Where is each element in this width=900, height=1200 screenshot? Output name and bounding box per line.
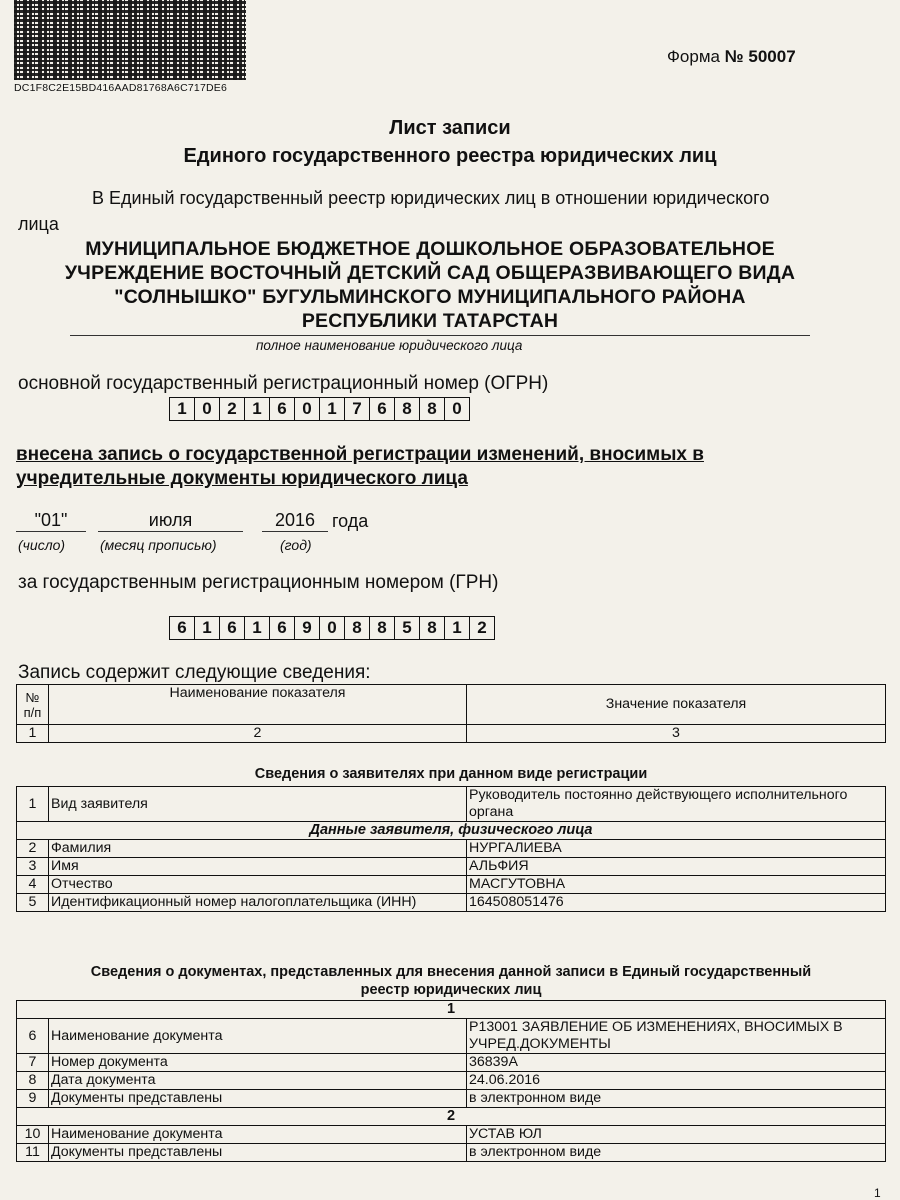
entry-heading-line-1: внесена запись о государственной регистрации изменений, вносимых в — [16, 444, 704, 465]
org-name-line-3: "СОЛНЫШКО" БУГУЛЬМИНСКОГО МУНИЦИПАЛЬНОГО РАЙОНА — [114, 286, 746, 308]
row-name: Документы представлены — [49, 1090, 467, 1108]
ogrn-digit: 0 — [294, 397, 320, 421]
grn-digit: 1 — [244, 616, 270, 640]
row-value: УСТАВ ЮЛ — [467, 1126, 886, 1144]
table-row — [17, 1126, 886, 1144]
header-table — [16, 684, 886, 743]
doc-group-2: 2 — [17, 1108, 886, 1126]
grn-digit: 5 — [394, 616, 420, 640]
ogrn-digit: 6 — [269, 397, 295, 421]
org-name-underline — [70, 335, 810, 336]
row-name: Номер документа — [49, 1054, 467, 1072]
row-num: 2 — [17, 840, 49, 858]
grn-digit: 6 — [269, 616, 295, 640]
table-row — [17, 1144, 886, 1162]
date-day-caption: (число) — [18, 537, 66, 553]
table-row — [17, 894, 886, 912]
record-label: Запись содержит следующие сведения: — [18, 662, 371, 683]
page-number: 1 — [874, 1186, 881, 1200]
intro-text: В Единый государственный реестр юридических лиц в отношении юридического — [92, 188, 770, 208]
grn-label: за государственным регистрационным номером (ГРН) — [18, 572, 499, 593]
head-value: Значение показателя — [467, 685, 886, 725]
row-name: Наименование документа — [49, 1126, 467, 1144]
table-row — [17, 840, 886, 858]
row-value: Руководитель постоянно действующего исполнительного органа — [467, 787, 886, 822]
grn-digit: 8 — [419, 616, 445, 640]
row-name: Фамилия — [49, 840, 467, 858]
form-number — [667, 47, 796, 67]
date-day: "01" — [16, 510, 86, 532]
grn-boxes — [170, 616, 495, 640]
doc-group-1: 1 — [17, 1001, 886, 1019]
row-name: Дата документа — [49, 1072, 467, 1090]
head-num: № п/п — [17, 685, 49, 725]
subsection-person: Данные заявителя, физического лица — [17, 822, 886, 840]
table-row — [17, 1054, 886, 1072]
date-year-suffix: года — [332, 511, 369, 531]
grn-digit: 1 — [444, 616, 470, 640]
date-year: 2016 — [262, 510, 328, 532]
ogrn-digit: 0 — [444, 397, 470, 421]
grn-digit: 6 — [169, 616, 195, 640]
row-num: 7 — [17, 1054, 49, 1072]
table-row — [17, 876, 886, 894]
barcode-code: DC1F8C2E15BD416AAD81768A6C717DE6 — [14, 82, 228, 94]
row-num: 11 — [17, 1144, 49, 1162]
ogrn-boxes — [170, 397, 470, 421]
table-row — [17, 858, 886, 876]
grn-digit: 8 — [369, 616, 395, 640]
col-num-1: 1 — [17, 725, 49, 743]
ogrn-digit: 8 — [419, 397, 445, 421]
row-value: 36839А — [467, 1054, 886, 1072]
col-num-2: 2 — [49, 725, 467, 743]
row-name: Наименование документа — [49, 1019, 467, 1054]
head-name: Наименование показателя — [49, 685, 467, 725]
entry-heading-line-2: учредительные документы юридического лица — [16, 468, 468, 489]
row-value: 164508051476 — [467, 894, 886, 912]
ogrn-digit: 6 — [369, 397, 395, 421]
grn-digit: 1 — [194, 616, 220, 640]
grn-digit: 9 — [294, 616, 320, 640]
ogrn-digit: 1 — [244, 397, 270, 421]
ogrn-digit: 8 — [394, 397, 420, 421]
form-number-value: № 50007 — [724, 47, 796, 66]
org-name-caption: полное наименование юридического лица — [256, 338, 523, 353]
row-num: 1 — [17, 787, 49, 822]
table-row — [17, 1090, 886, 1108]
row-num: 5 — [17, 894, 49, 912]
ogrn-digit: 1 — [319, 397, 345, 421]
row-name: Имя — [49, 858, 467, 876]
documents-heading-2: реестр юридических лиц — [360, 982, 542, 998]
row-value: Р13001 ЗАЯВЛЕНИЕ ОБ ИЗМЕНЕНИЯХ, ВНОСИМЫХ В УЧРЕД.ДОКУМЕНТЫ — [467, 1019, 886, 1054]
org-name-line-2: УЧРЕЖДЕНИЕ ВОСТОЧНЫЙ ДЕТСКИЙ САД ОБЩЕРАЗВИВАЮЩЕГО ВИДА — [64, 262, 796, 284]
grn-digit: 8 — [344, 616, 370, 640]
date-month-caption: (месяц прописью) — [100, 537, 217, 553]
org-name-line-1: МУНИЦИПАЛЬНОЕ БЮДЖЕТНОЕ ДОШКОЛЬНОЕ ОБРАЗОВАТЕЛЬНОЕ — [85, 238, 775, 260]
row-num: 8 — [17, 1072, 49, 1090]
documents-heading-1: Сведения о документах, представленных для внесения данной записи в Единый государственный — [90, 964, 812, 980]
col-num-3: 3 — [467, 725, 886, 743]
table-row — [17, 1019, 886, 1054]
row-value: АЛЬФИЯ — [467, 858, 886, 876]
ogrn-digit: 0 — [194, 397, 220, 421]
row-value: МАСГУТОВНА — [467, 876, 886, 894]
row-num: 10 — [17, 1126, 49, 1144]
date-year-caption: (год) — [280, 537, 312, 553]
ogrn-digit: 7 — [344, 397, 370, 421]
date-month: июля — [98, 510, 243, 532]
form-prefix: Форма — [667, 47, 720, 66]
row-num: 3 — [17, 858, 49, 876]
grn-digit: 6 — [219, 616, 245, 640]
documents-table — [16, 1000, 886, 1162]
row-value: НУРГАЛИЕВА — [467, 840, 886, 858]
row-value: 24.06.2016 — [467, 1072, 886, 1090]
grn-digit: 2 — [469, 616, 495, 640]
section-applicants: Сведения о заявителях при данном виде регистрации — [254, 766, 648, 782]
row-value: в электронном виде — [467, 1144, 886, 1162]
intro-text-2: лица — [18, 214, 59, 234]
applicants-table — [16, 786, 886, 912]
row-name: Вид заявителя — [49, 787, 467, 822]
row-name: Отчество — [49, 876, 467, 894]
ogrn-label: основной государственный регистрационный номер (ОГРН) — [18, 373, 549, 394]
row-value: в электронном виде — [467, 1090, 886, 1108]
row-num: 6 — [17, 1019, 49, 1054]
org-name-line-4: РЕСПУБЛИКИ ТАТАРСТАН — [301, 310, 559, 332]
grn-digit: 0 — [319, 616, 345, 640]
ogrn-digit: 2 — [219, 397, 245, 421]
row-num: 4 — [17, 876, 49, 894]
table-row — [17, 1072, 886, 1090]
document-title: Лист записи — [389, 117, 511, 139]
barcode-image — [14, 0, 246, 80]
row-name: Документы представлены — [49, 1144, 467, 1162]
document-subtitle: Единого государственного реестра юридических лиц — [183, 145, 717, 167]
row-name: Идентификационный номер налогоплательщика (ИНН) — [49, 894, 467, 912]
row-num: 9 — [17, 1090, 49, 1108]
ogrn-digit: 1 — [169, 397, 195, 421]
table-row — [17, 787, 886, 822]
